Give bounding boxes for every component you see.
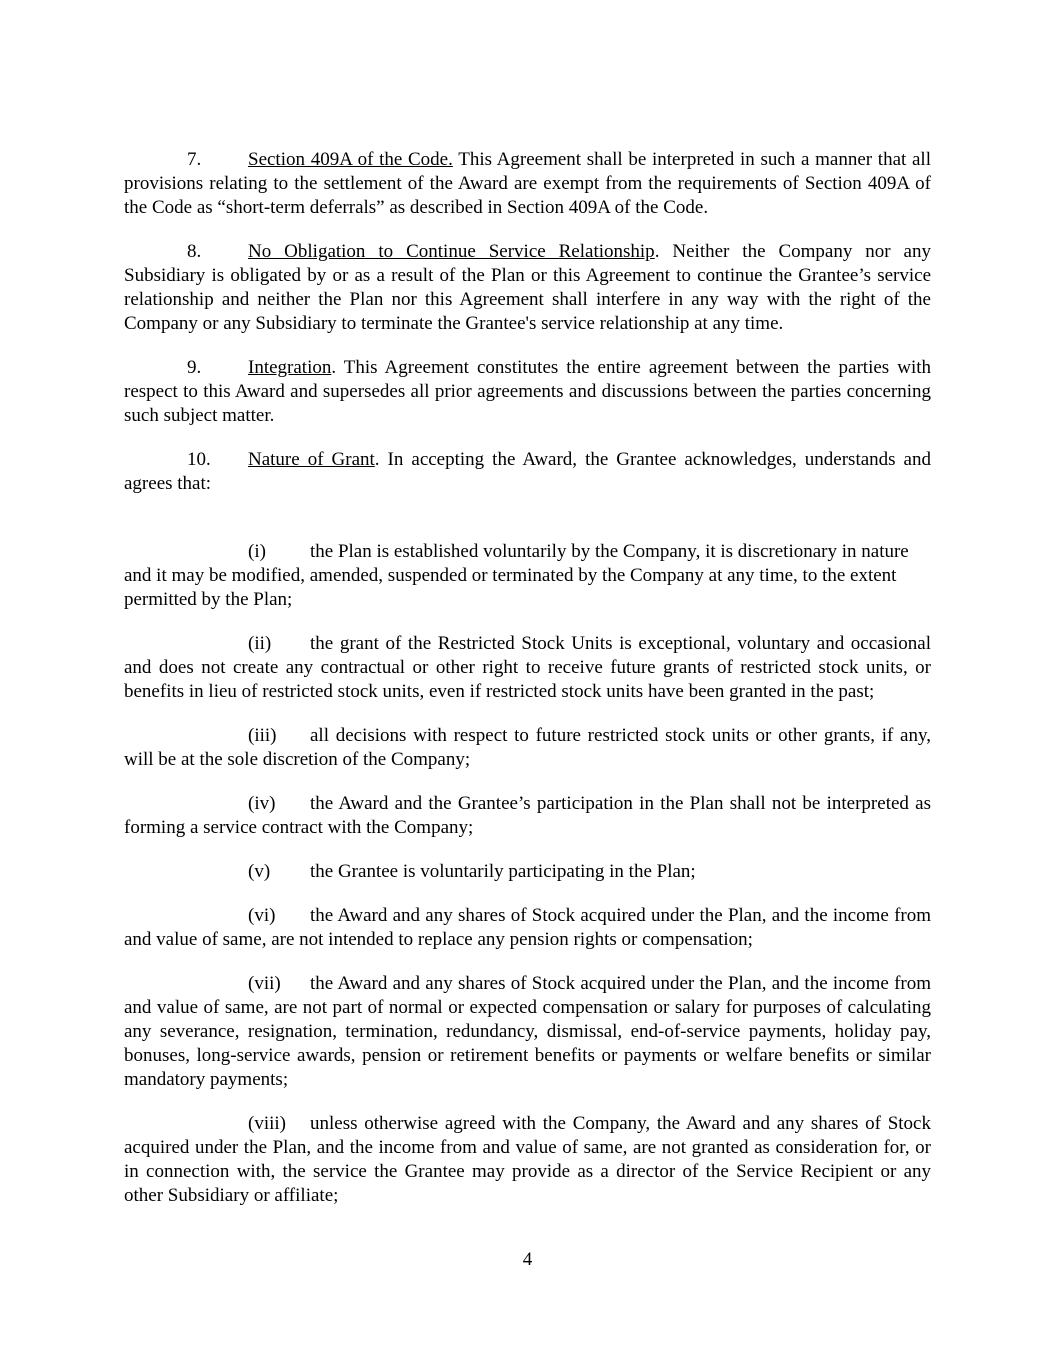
- sub-item-text: the Award and any shares of Stock acquired under the Plan, and the income from and value of same, are not part of normal or expected compensation or salary for purposes of calculating any severance, resignation, termination, redundancy, dismissal, end-of-service payments, holiday pay, bonuses, long-service awards, pension or retirement benefits or payments or welfare benefits or similar mandatory payments;: [124, 973, 931, 1090]
- sub-item-text: the Award and the Grantee’s participation in the Plan shall not be interpreted as forming a service contract with the Company;: [124, 793, 931, 838]
- sub-item-text: the grant of the Restricted Stock Units is exceptional, voluntary and occasional and does not create any contractual or other right to receive future grants of restricted stock units, or benefits in lieu of restricted stock units, even if restricted stock units have been granted in the past;: [124, 633, 931, 702]
- section-10: [124, 448, 931, 496]
- sub-item-label: (vi): [248, 905, 276, 926]
- section-text: . Neither the Company nor any Subsidiary is obligated by or as a result of the Plan or this Agreement to continue the Grantee’s service relationship and neither the Plan nor this Agreement shall interfere in any way with the right of the Company or any Subsidiary to terminate the Grantee's service relationship at any time.: [124, 241, 931, 334]
- sub-item-label: (v): [248, 861, 271, 882]
- sub-item-text: the Plan is established voluntarily by the Company, it is discretionary in nature and it may be modified, amended, suspended or terminated by the Company at any time, to the extent permitted by the Plan;: [124, 541, 909, 610]
- sub-item-v: [124, 860, 931, 884]
- sub-item-label: (vii): [248, 973, 281, 994]
- section-number: 7.: [187, 149, 202, 170]
- section-heading: Integration: [248, 357, 332, 378]
- section-number: 10.: [187, 449, 211, 470]
- sub-item-iii: [124, 724, 931, 772]
- section-text: . This Agreement constitutes the entire agreement between the parties with respect to this Award and supersedes all prior agreements and discussions between the parties concerning such subject matter.: [124, 357, 931, 426]
- section-heading: No Obligation to Continue Service Relationship: [248, 241, 655, 262]
- sub-item-label: (iv): [248, 793, 276, 814]
- document-page: [124, 148, 931, 1228]
- section-number: 9.: [187, 357, 202, 378]
- sub-item-text: unless otherwise agreed with the Company, the Award and any shares of Stock acquired under the Plan, and the income from and value of same, are not granted as consideration for, or in connection with, the service the Grantee may provide as a director of the Service Recipient or any other Subsidiary or affiliate;: [124, 1113, 931, 1206]
- sub-item-viii: [124, 1112, 931, 1208]
- sub-item-label: (ii): [248, 633, 272, 654]
- sub-item-text: all decisions with respect to future restricted stock units or other grants, if any, will be at the sole discretion of the Company;: [124, 725, 931, 770]
- sub-item-ii: [124, 632, 931, 704]
- sub-item-i: [124, 540, 931, 612]
- section-heading: Nature of Grant: [248, 449, 375, 470]
- section-heading: Section 409A of the Code.: [248, 149, 453, 170]
- section-7: [124, 148, 931, 220]
- section-text: This Agreement shall be interpreted in such a manner that all provisions relating to the settlement of the Award are exempt from the requirements of Section 409A of the Code as “short-term deferrals” as described in Section 409A of the Code.: [124, 149, 931, 218]
- section-text: . In accepting the Award, the Grantee acknowledges, understands and agrees that:: [124, 449, 931, 494]
- sub-item-vi: [124, 904, 931, 952]
- section-number: 8.: [187, 241, 202, 262]
- sub-item-iv: [124, 792, 931, 840]
- sub-item-label: (viii): [248, 1113, 286, 1134]
- sub-item-label: (iii): [248, 725, 277, 746]
- sub-item-text: the Grantee is voluntarily participating in the Plan;: [310, 861, 696, 882]
- sub-item-vii: [124, 972, 931, 1092]
- page-number: 4: [522, 1249, 533, 1270]
- section-9: [124, 356, 931, 428]
- sub-item-label: (i): [248, 541, 266, 562]
- section-8: [124, 240, 931, 336]
- sub-item-text: the Award and any shares of Stock acquired under the Plan, and the income from and value of same, are not intended to replace any pension rights or compensation;: [124, 905, 931, 950]
